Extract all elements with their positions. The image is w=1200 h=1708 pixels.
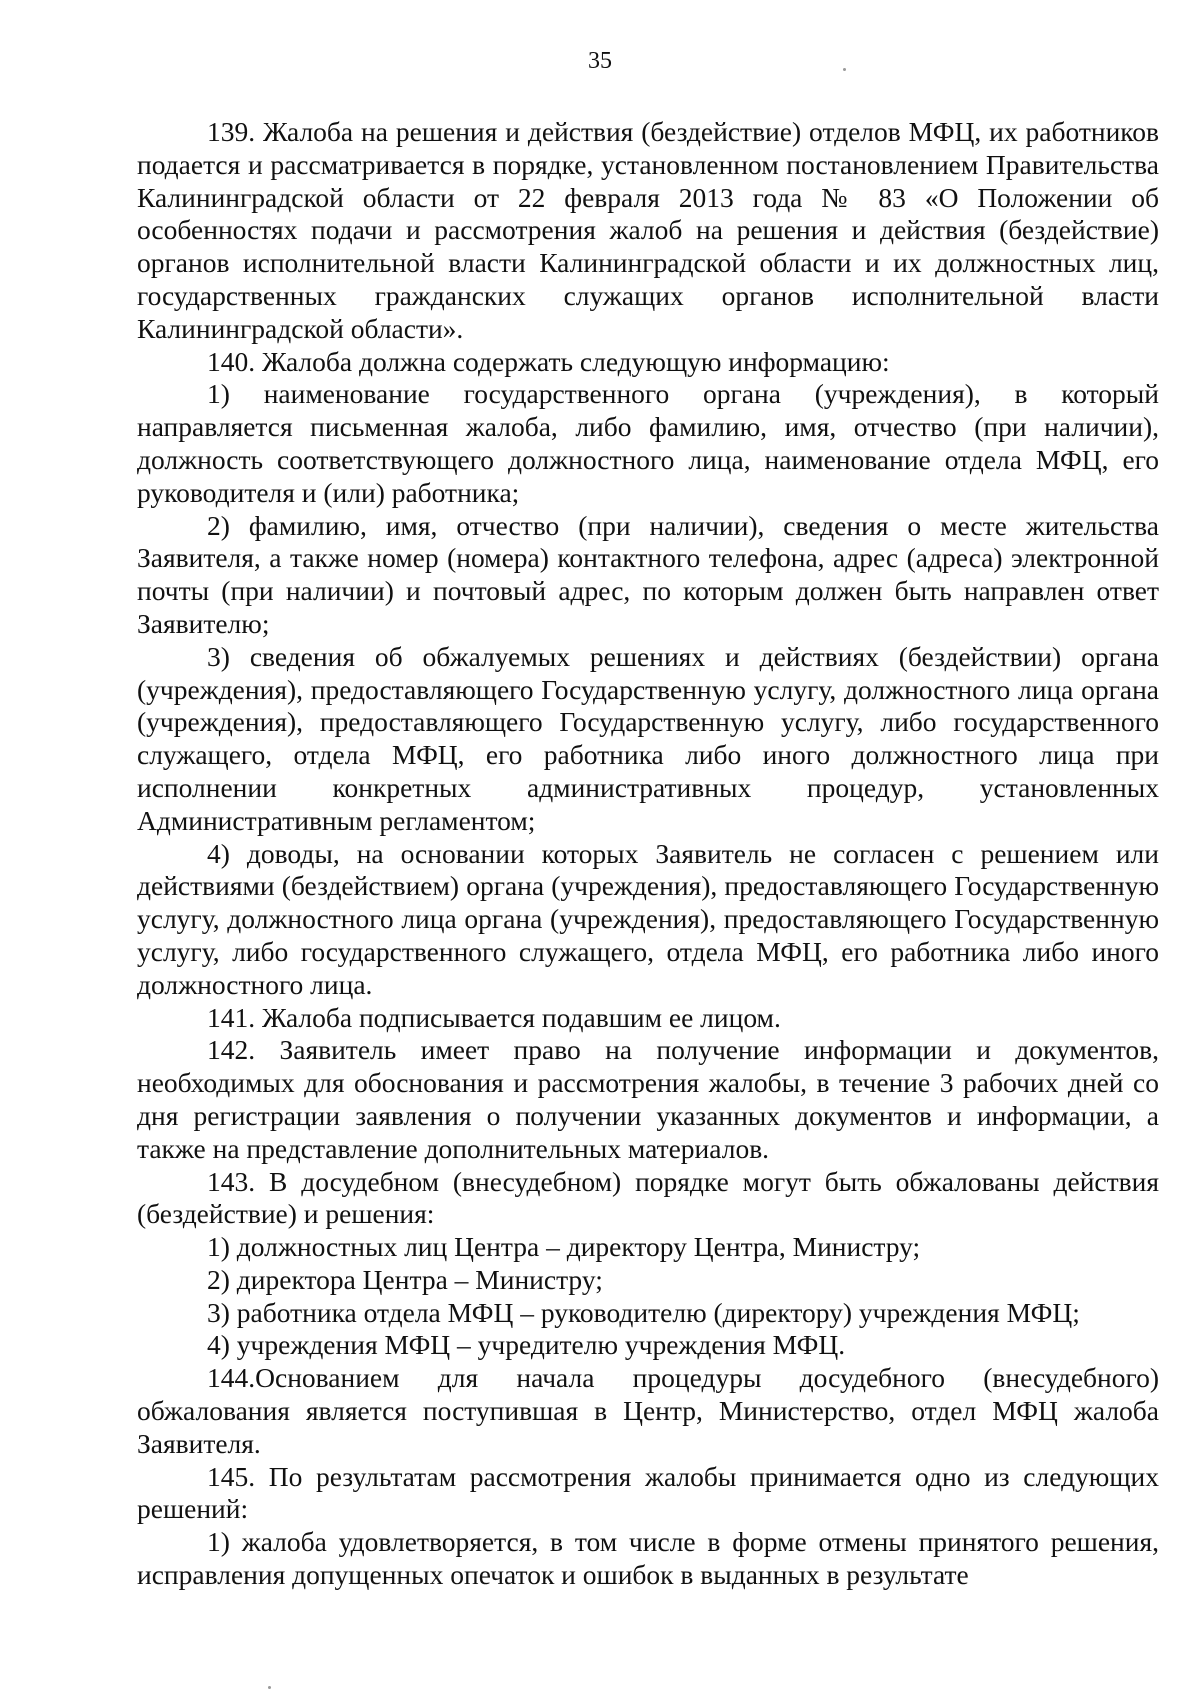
list-item-140-1: 1) наименование государственного органа (учреждения), в который направляется письменная жалоба, либо фамилию, имя, отчество (при наличии), должность соответствующего должностного лица, наименование отдела МФЦ, его руководителя и (или) работника; bbox=[137, 378, 1159, 508]
paragraph-143: 143. В досудебном (внесудебном) порядке могут быть обжалованы действия (бездействие) и решения: bbox=[137, 1165, 1159, 1230]
scan-speck bbox=[843, 68, 846, 71]
list-item-143-1: 1) должностных лиц Центра – директору Центра, Министру; bbox=[207, 1231, 921, 1263]
scan-speck bbox=[268, 1686, 271, 1689]
document-body bbox=[137, 116, 1159, 1592]
list-item-143-4: 4) учреждения МФЦ – учредителю учреждения МФЦ. bbox=[207, 1329, 846, 1361]
paragraph-142: 142. Заявитель имеет право на получение информации и документов, необходимых для обоснования и рассмотрения жалобы, в течение 3 рабочих дней со дня регистрации заявления о получении указанных документов и информации, а также на представление дополнительных материалов. bbox=[137, 1034, 1159, 1164]
paragraph-141: 141. Жалоба подписывается подавшим ее лицом. bbox=[207, 1001, 781, 1033]
paragraph-144: 144.Основанием для начала процедуры досудебного (внесудебного) обжалования является поступившая в Центр, Министерство, отдел МФЦ жалоба Заявителя. bbox=[137, 1362, 1159, 1459]
list-item-143-3: 3) работника отдела МФЦ – руководителю (директору) учреждения МФЦ; bbox=[207, 1296, 1080, 1328]
list-item-140-4: 4) доводы, на основании которых Заявитель не согласен с решением или действиями (бездействием) органа (учреждения), предоставляющего Государственную услугу, должностного лица органа (учреждения), предоставляющего Государственную услугу, либо государственного служащего, отдела МФЦ, его работника либо иного должностного лица. bbox=[137, 837, 1159, 1000]
paragraph-139: 139. Жалоба на решения и действия (бездействие) отделов МФЦ, их работников подается и рассматривается в порядке, установленном постановлением Правительства Калининградской области от 22 февраля 2013 года № 83 «О Положении об особенностях подачи и рассмотрения жалоб на решения и действия (бездействие) органов исполнительной власти Калининградской области и их должностных лиц, государственных гражданских служащих органов исполнительной власти Калининградской области». bbox=[137, 116, 1159, 344]
list-item-140-3: 3) сведения об обжалуемых решениях и действиях (бездействии) органа (учреждения), предоставляющего Государственную услугу, должностного лица органа (учреждения), предоставляющего Государственную услугу, либо государственного служащего, отдела МФЦ, его работника либо иного должностного лица при исполнении конкретных административных процедур, установленных Административным регламентом; bbox=[137, 640, 1159, 836]
paragraph-140: 140. Жалоба должна содержать следующую информацию: bbox=[207, 345, 890, 377]
page-number: 35 bbox=[588, 48, 612, 74]
list-item-140-2: 2) фамилию, имя, отчество (при наличии), сведения о месте жительства Заявителя, а также номер (номера) контактного телефона, адрес (адреса) электронной почты (при наличии) и почтовый адрес, по которым должен быть направлен ответ Заявителю; bbox=[137, 509, 1159, 639]
paragraph-145: 145. По результатам рассмотрения жалобы принимается одно из следующих решений: bbox=[137, 1460, 1159, 1525]
list-item-143-2: 2) директора Центра – Министру; bbox=[207, 1263, 603, 1295]
list-item-145-1: 1) жалоба удовлетворяется, в том числе в форме отмены принятого решения, исправления допущенных опечаток и ошибок в выданных в результате bbox=[137, 1526, 1159, 1591]
